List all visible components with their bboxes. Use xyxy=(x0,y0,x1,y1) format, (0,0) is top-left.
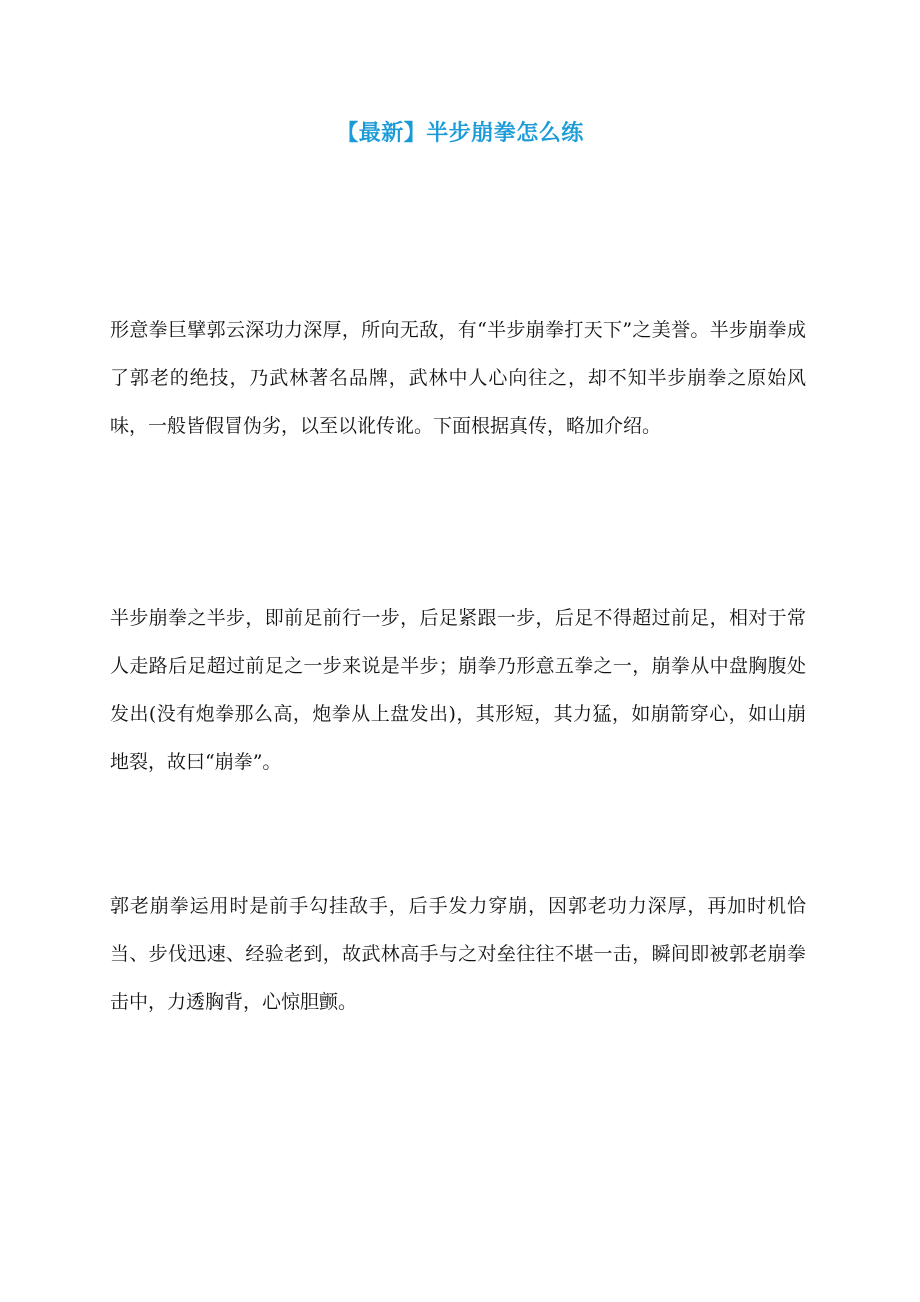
paragraph-intro: 形意拳巨擘郭云深功力深厚，所向无敌，有“半步崩拳打天下”之美誉。半步崩拳成了郭老的绝技，乃武林著名品牌，武林中人心向往之，却不知半步崩拳之原始风味，一般皆假冒伪劣，以至以讹传讹。下面根据真传，略加介绍。 xyxy=(110,319,806,437)
paragraph-application: 郭老崩拳运用时是前手勾挂敌手，后手发力穿崩，因郭老功力深厚，再加时机恰当、步伐迅速、经验老到，故武林高手与之对垒往往不堪一击，瞬间即被郭老崩拳击中，力透胸背，心惊胆颤。 xyxy=(110,895,806,1013)
document-title: 【最新】半步崩拳怎么练 xyxy=(336,121,584,146)
paragraph-half-step: 半步崩拳之半步，即前足前行一步，后足紧跟一步，后足不得超过前足，相对于常人走路后足超过前足之一步来说是半步；崩拳乃形意五拳之一，崩拳从中盘胸腹处发出(没有炮拳那么高，炮拳从上盘发出)，其形短，其力猛，如崩箭穿心，如山崩地裂，故曰“崩拳”。 xyxy=(110,607,806,773)
